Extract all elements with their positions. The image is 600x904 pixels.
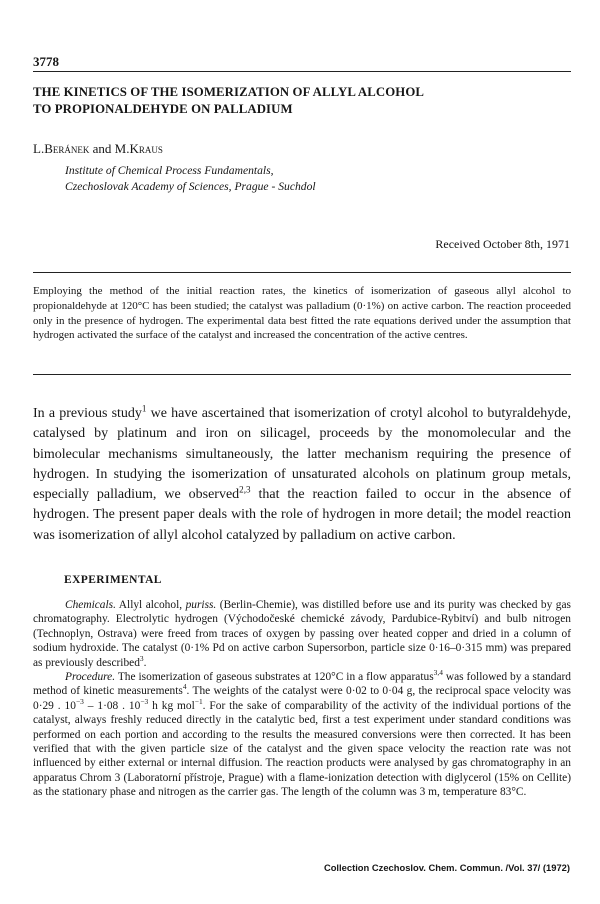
authors-and: and xyxy=(89,141,115,156)
journal-footer: Collection Czechoslov. Chem. Commun. /Vol. 37/ (1972) xyxy=(323,862,570,873)
title-line-2: TO PROPIONALDEHYDE ON PALLADIUM xyxy=(33,102,293,116)
ref-1: 1 xyxy=(141,403,147,414)
intro-text-1: In a previous study xyxy=(33,406,142,421)
chemicals-label: Chemicals. xyxy=(65,599,116,611)
proc-text-2: was followed by a standard method of kinetic measurements xyxy=(33,671,571,698)
experimental-body xyxy=(33,598,571,800)
abstract-bottom-rule xyxy=(33,374,571,375)
affiliation-line-2: Czechoslovak Academy of Sciences, Prague - Suchdol xyxy=(65,180,316,193)
ref-3-4: 3,4 xyxy=(433,668,443,678)
ref-2-3: 2,3 xyxy=(239,484,251,495)
author-1-initial: L. xyxy=(33,141,45,156)
ref-3: 3 xyxy=(139,653,144,663)
chem-text-2: (Berlin-Chemie), was distilled before use and its purity was checked by gas chromatography. Electrolytic hydrogen (Východočeské chemické závody, Pardubice-Rybitví) and bulb nitrogen (Technoplyn, Ostrava) were freed from traces of oxygen by passing over heated copper and dried in a column of sodium hydroxide. The catalyst (0·1% Pd on active carbon Supersorbon, particle size 0·16–0·315 mm) was prepared as previously described xyxy=(33,599,571,669)
proc-text-5: h kg mol xyxy=(148,699,195,712)
authors xyxy=(33,141,163,157)
chem-text-3: . xyxy=(143,656,147,669)
author-2-initial: M. xyxy=(114,141,130,156)
abstract-top-rule xyxy=(33,272,571,273)
proc-text-4: – 1·08 . 10 xyxy=(83,699,141,712)
puriss-label: puriss. xyxy=(185,599,217,611)
ref-4: 4 xyxy=(182,682,187,692)
received-date: Received October 8th, 1971 xyxy=(435,237,570,251)
proc-text-3: . The weights of the catalyst were 0·02 to 0·04 g, the reciprocal space velocity was 0·29 . 10 xyxy=(33,685,571,712)
affiliation xyxy=(65,163,316,195)
intro-text-3: that the reaction failed to occur in the absence of hydrogen. The present paper deals with the role of hydrogen in more detail; the model reaction was isomerization of allyl alcohol catalyzed by palladium on active carbon. xyxy=(33,487,571,543)
procedure-label: Procedure. xyxy=(65,671,116,684)
exponent-3: −1 xyxy=(194,697,203,707)
exponent-1: −3 xyxy=(75,697,84,707)
author-2-surname: Kraus xyxy=(129,141,163,156)
proc-text-6: . For the sake of comparability of the activity of the individual portions of the catalyst, always freshly reduced directly in the catalytic bed, first a test experiment under standard conditions was performed on each portion and according to the results the measured conversions were then corrected. It has been verified that with the given particle size of the catalyst and the given space velocity the reaction rate was not influenced by either external or internal diffusion. The reaction products were analysed by gas chromatography in an apparatus Chrom 3 (Laboratorní přístroje, Prague) with a flame-ionization detection with diglycerol (15% on Cellite) as the stationary phase and nitrogen as the carrier gas. The length of the column was 3 m, temperature 83°C. xyxy=(33,699,571,799)
page-number: 3778 xyxy=(33,54,59,69)
affiliation-line-1: Institute of Chemical Process Fundamentals, xyxy=(65,164,274,177)
chemicals-paragraph xyxy=(33,598,571,670)
abstract: Employing the method of the initial reaction rates, the kinetics of isomerization of gaseous allyl alcohol to propionaldehyde at 120°C has been studied; the catalyst was palladium (0·1%) on active carbon. The reaction proceeded only in the presence of hydrogen. The experimental data best fitted the rate equations derived under the assumption that hydrogen activated the surface of the catalyst and increased the concentration of the active centres. xyxy=(33,285,571,342)
article-title xyxy=(33,84,573,118)
author-1-surname: Beránek xyxy=(44,141,90,156)
proc-text-1: The isomerization of gaseous substrates at 120°C in a flow apparatus xyxy=(115,671,434,684)
chem-text-1: Allyl alcohol, xyxy=(115,599,186,611)
title-line-1: THE KINETICS OF THE ISOMERIZATION OF ALLYL ALCOHOL xyxy=(33,85,425,99)
exponent-2: −3 xyxy=(140,697,149,707)
header-rule xyxy=(33,71,571,72)
procedure-paragraph xyxy=(33,670,571,800)
intro-text-2: we have ascertained that isomerization of crotyl alcohol to butyraldehyde, catalysed by platinum and iron on silicagel, proceeds by the monomolecular and the bimolecular mechanisms simultaneously, the latter mechanism requiring the presence of hydrogen. In studying the isomerization of unsaturated alcohols on platinum group metals, especially palladium, we observed xyxy=(33,406,571,503)
introduction-paragraph xyxy=(33,404,571,546)
section-heading-experimental: EXPERIMENTAL xyxy=(64,574,162,586)
